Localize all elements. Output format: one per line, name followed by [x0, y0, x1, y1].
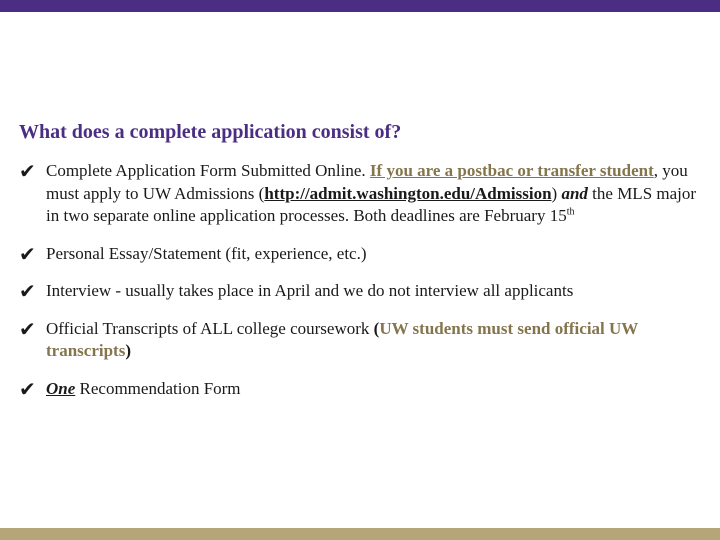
item-text: the MLS major in two separate online application processes. Both deadlines are February 15	[46, 183, 697, 225]
list-item	[19, 318, 709, 363]
list-item	[19, 243, 709, 266]
emphasis-and: and	[561, 183, 588, 203]
list-item	[19, 160, 709, 228]
superscript-th: th	[566, 206, 575, 218]
bottom-accent-bar	[0, 528, 720, 540]
paren-open: (	[373, 318, 380, 338]
requirements-list	[19, 160, 709, 415]
admissions-url-link[interactable]: http://admit.washington.edu/Admission	[264, 183, 552, 203]
list-item	[19, 378, 709, 401]
postbac-transfer-link[interactable]: If you are a postbac or transfer student	[369, 161, 654, 180]
item-text: )	[551, 183, 562, 203]
item-text: Recommendation Form	[75, 378, 241, 398]
item-text: Interview - usually takes place in April and we do not interview all applicants	[46, 281, 574, 300]
emphasis-one: One	[46, 378, 76, 398]
paren-close: )	[125, 341, 131, 360]
checkmark-icon: ✔	[19, 279, 36, 303]
checkmark-icon: ✔	[19, 316, 36, 341]
list-item	[19, 280, 709, 303]
checkmark-icon: ✔	[19, 241, 36, 266]
checkmark-icon: ✔	[19, 376, 36, 401]
item-text: Personal Essay/Statement (fit, experience, etc.)	[46, 243, 367, 263]
item-text: Complete Application Form Submitted Online.	[46, 161, 370, 180]
page-title: What does a complete application consist of?	[19, 121, 402, 143]
checkmark-icon: ✔	[19, 159, 36, 183]
item-text: , you must apply to UW Admissions (	[46, 161, 688, 203]
top-accent-bar	[0, 0, 720, 12]
uw-transcripts-note: UW students must send official UW transcripts	[46, 318, 638, 360]
item-text: Official Transcripts of ALL college coursework	[46, 318, 374, 338]
